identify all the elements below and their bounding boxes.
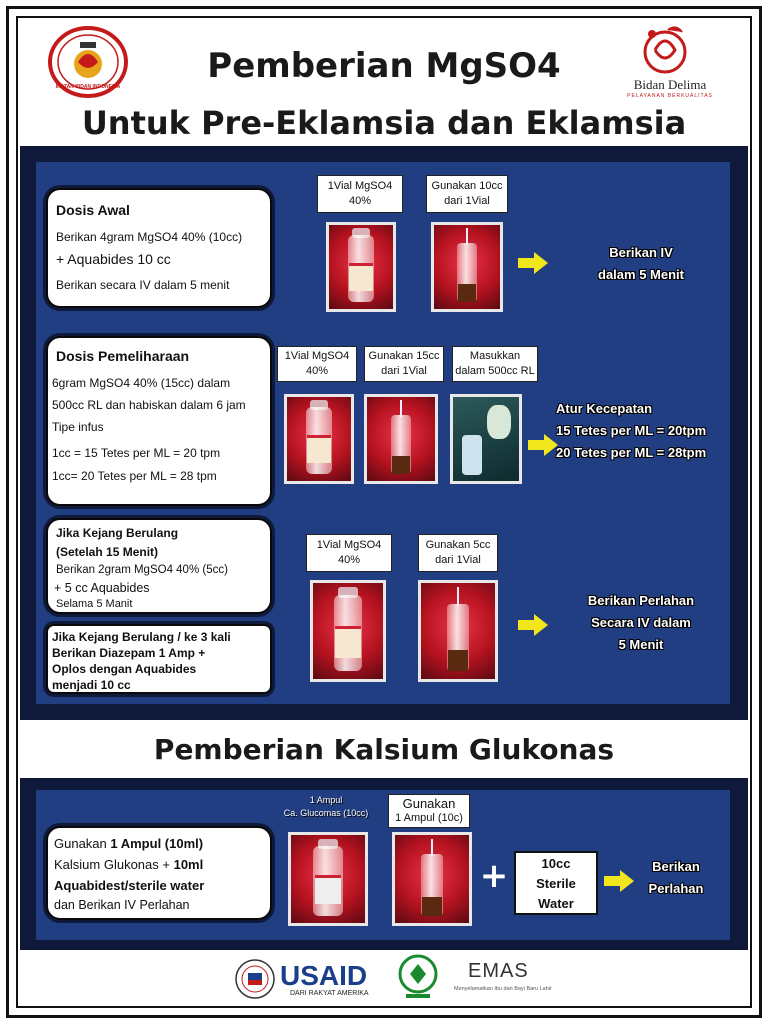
dosis-awal-result [566, 242, 716, 286]
mgso4-vial-photo-3 [310, 580, 386, 682]
kejang-title-2: (Setelah 15 Menit) [56, 545, 159, 559]
pemeliharaan-photo3-label [452, 346, 538, 382]
dosis-awal-photo2-label-2: dari 1Vial [444, 195, 490, 207]
arrow-right-icon-3 [518, 614, 548, 636]
kalsium-result [634, 856, 718, 900]
pemeliharaan-photo2-label-2: dari 1Vial [381, 365, 427, 377]
sterile-water-box [514, 851, 598, 915]
sterile-water-3: Water [538, 896, 574, 911]
dosis-awal-photo2-label-1: Gunakan 10cc [431, 180, 503, 192]
usaid-tagline: DARI RAKYAT AMERIKA [290, 990, 369, 997]
kalsium-card-line-2b: 10ml [173, 857, 204, 872]
kejang-result-1: Berikan Perlahan [587, 593, 695, 608]
kejang-photo1-label-2: 40% [337, 554, 361, 566]
pemeliharaan-photo3-label-1: Masukkan [469, 350, 521, 362]
pemeliharaan-photo2-label [364, 346, 444, 382]
kalsium-card-line-2 [54, 857, 203, 872]
kalsium-title: Pemberian Kalsium Glukonas [153, 733, 615, 766]
kejang3-card [46, 624, 272, 694]
ikatan-bidan-logo-text: IKATAN BIDAN INDONESIA [55, 84, 121, 90]
kejang3-line-2: Berikan Diazepam 1 Amp + [52, 646, 206, 660]
kalsium-result-1: Berikan [652, 859, 700, 874]
emas-tagline: Menyelamatkan Ibu dan Bayi Baru Lahir [454, 986, 552, 992]
mgso4-vial-photo-2 [284, 394, 354, 484]
kalsium-photo1-label-1: 1 Ampul [309, 795, 343, 805]
kejang-photo2-label-1: Gunakan 5cc [425, 539, 491, 551]
syringe-15cc-photo [364, 394, 438, 484]
dosis-awal-photo1-label-2: 40% [348, 195, 372, 207]
kejang-result-2: Secara IV dalam [591, 615, 691, 630]
dosis-awal-card [46, 188, 272, 308]
kejang-card [46, 518, 272, 614]
kalsium-photo1-label-2: Ca. Glucomas (10cc) [283, 808, 369, 818]
syringe-5cc-photo [418, 580, 498, 682]
title-line-1: Pemberian MgSO4 [207, 46, 561, 86]
ampul-photo [288, 832, 368, 926]
kalsium-photo2-label-2: 1 Ampul (10c) [395, 812, 463, 824]
kejang-photo2-label-2: dari 1Vial [435, 554, 481, 566]
plus-icon: + [479, 856, 509, 896]
pemeliharaan-photo1-label-1: 1Vial MgSO4 [284, 350, 350, 362]
pemeliharaan-photo3-label-2: dalam 500cc RL [455, 365, 535, 377]
kalsium-card-line-3: Aquabidest/sterile water [54, 878, 205, 893]
dosis-awal-photo2-label [426, 175, 508, 213]
dosis-pemeliharaan-title: Dosis Pemeliharaan [56, 348, 190, 364]
pemeliharaan-result-1: Atur Kecepatan [556, 401, 653, 416]
dosis-pemeliharaan-line-5: 1cc= 20 Tetes per ML = 28 tpm [52, 469, 217, 483]
arrow-right-icon-4 [604, 870, 634, 892]
mgso4-vial-photo [326, 222, 396, 312]
kalsium-result-2: Perlahan [648, 881, 704, 896]
dosis-awal-photo1-label-1: 1Vial MgSO4 [327, 180, 393, 192]
syringe-10cc-photo [431, 222, 503, 312]
kejang-line-1: Berikan 2gram MgSO4 40% (5cc) [56, 564, 228, 576]
kalsium-card-line-1 [54, 836, 203, 851]
dosis-awal-line-3: Berikan secara IV dalam 5 menit [56, 278, 230, 292]
government-seal-icon [234, 958, 276, 1000]
dosis-awal-line-1: Berikan 4gram MgSO4 40% (10cc) [56, 230, 243, 244]
sterile-water-1: 10cc [541, 856, 571, 871]
kejang-title-1: Jika Kejang Berulang [56, 526, 179, 540]
kejang-photo1-label-1: 1Vial MgSO4 [316, 539, 382, 551]
kalsium-photo2-label-1: Gunakan [402, 796, 456, 811]
kejang3-line-1: Jika Kejang Berulang / ke 3 kali [52, 630, 231, 644]
pemeliharaan-photo1-label [277, 346, 357, 382]
kalsium-photo2-label [388, 794, 470, 828]
kalsium-card-line-4: dan Berikan IV Perlahan [54, 898, 190, 912]
pemeliharaan-result [556, 398, 736, 464]
kejang-line-3: Selama 5 Manit [56, 598, 133, 610]
kejang-line-2: + 5 cc Aquabides [54, 581, 150, 595]
kalsium-card-line-1b: 1 Ampul (10ml) [110, 836, 204, 851]
kejang-result-3: 5 Menit [618, 637, 664, 652]
kejang-photo1-label [306, 534, 392, 572]
usaid-logo: USAID [280, 960, 368, 991]
dosis-awal-photo1-label [317, 175, 403, 213]
kejang3-line-4: menjadi 10 cc [52, 678, 131, 692]
emas-logo: EMAS [468, 960, 529, 982]
infusion-rl-photo [450, 394, 522, 484]
kejang-photo2-label [418, 534, 498, 572]
dosis-awal-result-1: Berikan IV [609, 245, 673, 260]
bakti-husada-logo-icon [398, 954, 438, 1000]
sterile-water-2: Sterile [536, 876, 576, 891]
kejang-result [566, 590, 716, 656]
dosis-pemeliharaan-line-1: 6gram MgSO4 40% (15cc) dalam [52, 376, 231, 390]
dosis-pemeliharaan-line-2: 500cc RL dan habiskan dalam 6 jam [52, 398, 246, 412]
kalsium-photo1-label [276, 794, 376, 820]
dosis-pemeliharaan-card [46, 336, 272, 506]
arrow-right-icon-2 [528, 434, 558, 456]
pemeliharaan-result-2: 15 Tetes per ML = 20tpm [556, 423, 707, 438]
bidan-delima-tagline: PELAYANAN BERKUALITAS [627, 93, 713, 99]
dosis-awal-result-2: dalam 5 Menit [598, 267, 684, 282]
pemeliharaan-result-3: 20 Tetes per ML = 28tpm [556, 445, 707, 460]
bidan-delima-name: Bidan Delima [633, 77, 707, 92]
pemeliharaan-photo2-label-1: Gunakan 15cc [368, 350, 440, 362]
dosis-awal-title: Dosis Awal [56, 202, 130, 218]
dosis-awal-line-2: + Aquabides 10 cc [56, 251, 171, 267]
title-line-2: Untuk Pre-Eklamsia dan Eklamsia [81, 104, 687, 142]
syringe-ampul-photo [392, 832, 472, 926]
pemeliharaan-photo1-label-2: 40% [305, 365, 329, 377]
dosis-pemeliharaan-line-3: Tipe infus [52, 420, 104, 434]
kejang3-line-3: Oplos dengan Aquabides [52, 662, 197, 676]
kalsium-card-line-1a: Gunakan [54, 836, 111, 851]
dosis-pemeliharaan-line-4: 1cc = 15 Tetes per ML = 20 tpm [52, 446, 221, 460]
kalsium-card [46, 826, 272, 920]
kalsium-card-line-2a: Kalsium Glukonas + [54, 857, 174, 872]
arrow-right-icon [518, 252, 548, 274]
